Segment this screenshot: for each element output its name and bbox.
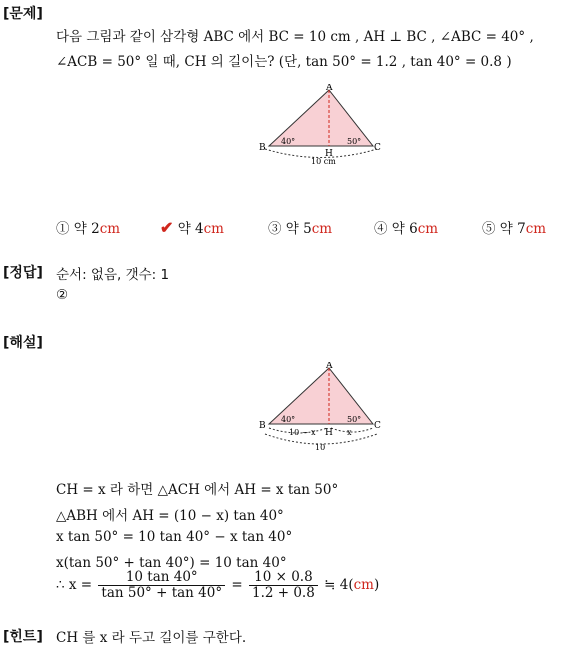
angle-c-label-2: 50° <box>347 415 362 424</box>
answer-label: [정답] <box>3 265 43 281</box>
left-segment-label: 10 − x <box>289 428 316 437</box>
base-length-label-2: 10 <box>315 443 326 452</box>
foot-h-label: H <box>325 149 333 159</box>
fraction-2: $\frac{10 \times 0.8}{1.2 + 0.8}$ <box>249 570 318 601</box>
choice-1[interactable]: ① 약 2cm <box>56 221 121 237</box>
base-length-label: 10 cm <box>311 157 336 166</box>
answer-meta: 순서: 없음, 갯수: 1 <box>56 267 170 283</box>
explanation-final-equation: ∴ x = $\frac{10 \tan 40^\circ}{\tan 50^\circ + \tan 40^\circ}$ = $\frac{10 \times 0.8}{1.2 + 0.8}$ ≒ 4(cm) <box>56 569 380 601</box>
fraction-1: $\frac{10 \tan 40^\circ}{\tan 50^\circ + \tan 40^\circ}$ <box>98 570 225 601</box>
explanation-line-3: x tan 50° = 10 tan 40° − x tan 40° <box>56 529 293 545</box>
vertex-a-label-2: A <box>326 362 333 371</box>
choice-4[interactable]: ④ 약 6cm <box>374 221 439 237</box>
hint-label: [힌트] <box>3 629 43 645</box>
right-segment-label: x <box>347 428 352 437</box>
explanation-line-1: CH = x 라 하면 △ACH 에서 AH = x tan 50° <box>56 482 339 498</box>
explanation-line-2: △ABH 에서 AH = (10 − x) tan 40° <box>56 508 284 524</box>
problem-label: [문제] <box>3 6 43 22</box>
foot-h-label-2: H <box>325 428 333 438</box>
explanation-line-4: x(tan 50° + tan 40°) = 10 tan 40° <box>56 555 287 571</box>
vertex-c-label: C <box>374 143 381 153</box>
hint-text: CH 를 x 라 두고 길이를 구한다. <box>56 630 247 646</box>
problem-line-2: ∠ACB = 50° 일 때, CH 의 길이는? (단, tan 50° = 1.2 , tan 40° = 0.8 ) <box>56 54 512 70</box>
angle-b-label-2: 40° <box>281 415 296 424</box>
check-icon: ✔ <box>160 218 174 237</box>
vertex-b-label-2: B <box>259 421 266 431</box>
triangle-figure-2 <box>255 362 385 454</box>
answer-value: ② <box>56 287 69 303</box>
vertex-a-label: A <box>326 84 333 93</box>
choice-2[interactable]: ✔ 약 4cm <box>160 218 224 237</box>
angle-c-label: 50° <box>347 137 362 146</box>
explanation-label: [해설] <box>3 335 43 351</box>
choice-3[interactable]: ③ 약 5cm <box>268 221 333 237</box>
vertex-c-label-2: C <box>374 421 381 431</box>
triangle-figure-1 <box>255 84 385 168</box>
vertex-b-label: B <box>259 143 266 153</box>
choice-5[interactable]: ⑤ 약 7cm <box>482 221 547 237</box>
problem-line-1: 다음 그림과 같이 삼각형 ABC 에서 BC = 10 cm , AH ⊥ BC , ∠ABC = 40° , <box>56 29 534 45</box>
angle-b-label: 40° <box>281 137 296 146</box>
